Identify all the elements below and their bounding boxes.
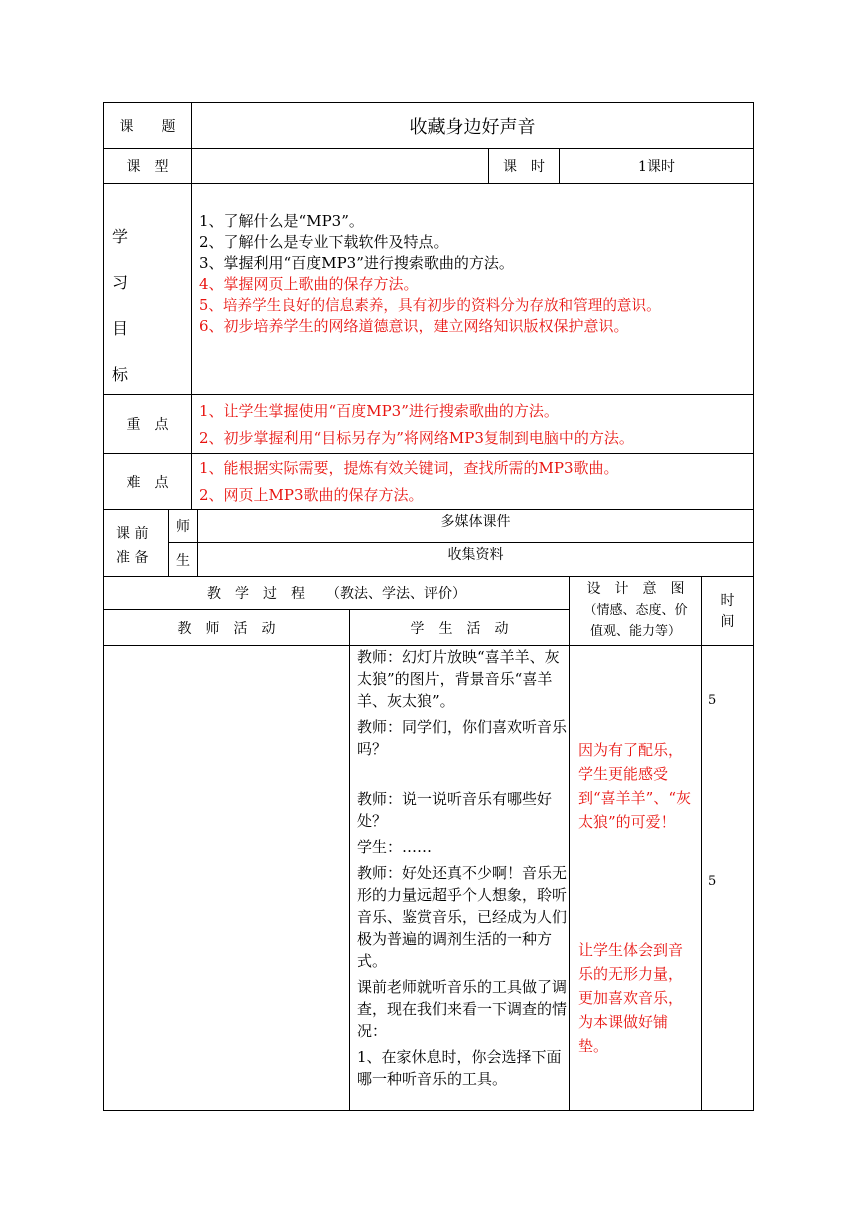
student-activity-cell [357,646,568,1110]
objective-item: 2、了解什么是专业下载软件及特点。 [199,233,449,251]
student-activity-paragraph: 1、在家休息时，你会选择下面哪一种听音乐的工具。 [357,1048,562,1088]
hours-value: 1课时 [638,159,675,175]
key-point-item: 2、初步掌握利用“目标另存为”将网络MP3复制到电脑中的方法。 [199,429,634,447]
objective-item: 4、掌握网页上歌曲的保存方法。 [199,275,419,293]
time-value: 5 [708,874,717,889]
preparation-label-line: 准 备 [116,550,149,566]
difficult-point-item: 1、能根据实际需要，提炼有效关键词，查找所需的MP3歌曲。 [199,459,619,477]
teacher-preparation: 多媒体课件 [440,514,511,530]
preparation-label-line: 课 前 [116,526,149,542]
design-intent-header-line: 值观、能力等） [589,624,681,639]
design-intent-note: 因为有了配乐，学生更能感受到“喜羊羊”、“灰太狼”的可爱！ [578,741,692,831]
objectives-list [199,211,751,337]
teacher-label: 师 [176,519,190,535]
student-label: 生 [176,552,190,569]
student-activity-paragraph: 学生：…… [357,838,433,856]
objective-item: 1、了解什么是“MP3”。 [199,212,364,230]
objective-item: 5、培养学生良好的信息素养，具有初步的资料分为存放和管理的意识。 [199,297,661,314]
student-activity-paragraph: 课前老师就听音乐的工具做了调查，现在我们来看一下调查的情况： [357,978,568,1040]
teacher-activity-cell [104,646,349,1110]
hours-label: 课 时 [503,159,545,175]
objectives-label [104,184,191,394]
key-points-list [199,398,751,452]
design-intent-header [570,577,701,645]
time-header [702,577,753,645]
student-activity-paragraph: 教师：好处还真不少啊！音乐无形的力量远超乎个人想象，聆听音乐、鉴赏音乐，已经成为人们极为普遍的调剂生活的一种方式。 [357,864,568,970]
objectives-label-char: 习 [112,273,129,292]
key-point-item: 1、让学生掌握使用“百度MP3”进行搜索歌曲的方法。 [199,402,559,420]
lesson-title: 收藏身边好声音 [409,116,536,138]
type-value [192,149,488,183]
design-intent-note: 让学生体会到音乐的无形力量，更加喜欢音乐，为本课做好铺垫。 [578,941,684,1055]
student-activity-paragraph: 教师：幻灯片放映“喜羊羊、灰太狼”的图片，背景音乐“喜羊羊、灰太狼”。 [357,648,560,710]
student-activity-paragraph: 教师：同学们，你们喜欢听音乐吗？ [357,718,568,758]
difficult-points-label: 难 点 [126,474,169,491]
student-activity-paragraph: 教师：说一说听音乐有哪些好处？ [357,790,553,830]
time-value: 5 [708,693,717,708]
time-header-line: 间 [720,614,735,630]
design-intent-header-line: 设 计 意 图 [586,581,685,597]
objectives-label-char: 目 [112,319,129,338]
difficult-points-list [199,455,751,509]
objective-item: 3、掌握利用“百度MP3”进行搜索歌曲的方法。 [199,254,514,272]
difficult-point-item: 2、网页上MP3歌曲的保存方法。 [199,486,424,504]
time-header-line: 时 [720,593,735,609]
student-activity-header: 学 生 活 动 [410,620,509,637]
objectives-label-char: 标 [112,365,129,384]
design-intent-header-line: （情感、态度、价 [583,603,688,618]
teacher-activity-header: 教 师 活 动 [177,620,276,637]
process-header: 教 学 过 程 （教法、学法、评价） [207,586,466,602]
preparation-label [104,510,168,576]
topic-label: 课 题 [119,118,176,135]
student-preparation: 收集资料 [447,547,504,563]
key-points-label: 重 点 [126,417,169,433]
type-label: 课 型 [126,159,169,175]
objective-item: 6、初步培养学生的网络道德意识，建立网络知识版权保护意识。 [199,317,629,335]
objectives-label-char: 学 [112,227,129,246]
